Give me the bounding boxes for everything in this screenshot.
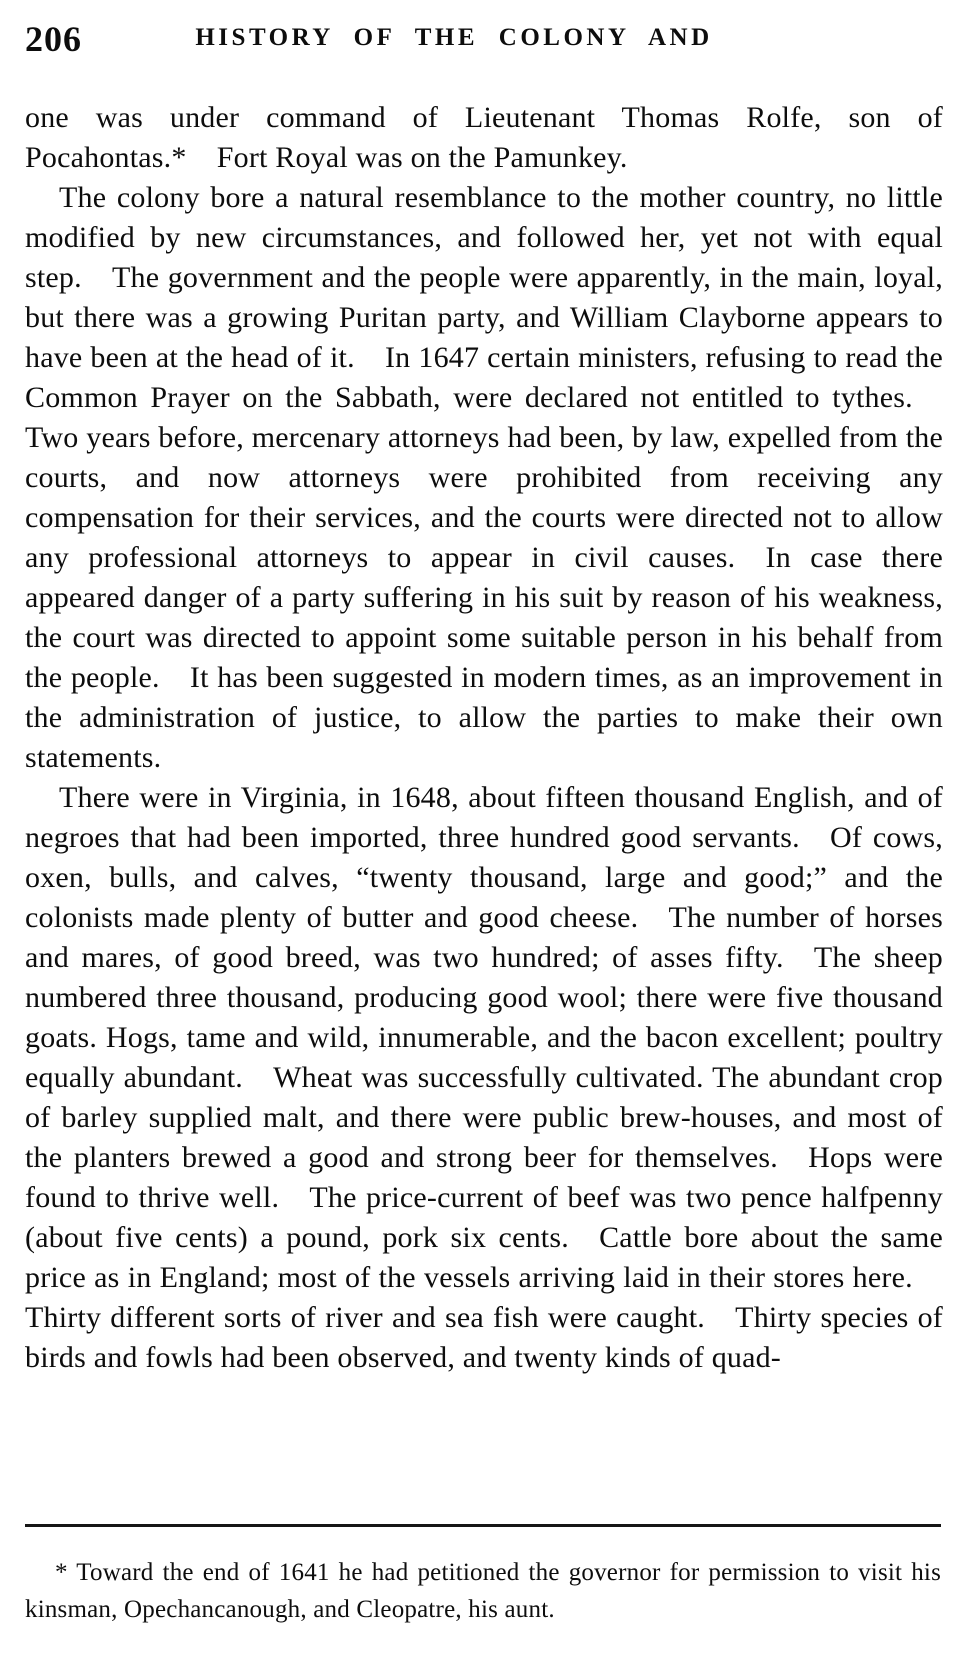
footnote-divider-rule [25,1524,941,1527]
running-head [25,16,943,64]
paragraph-colony-resemblance: The colony bore a natural resemblance to the mother country, no little modified by new circumstances, and followed her, yet not with equal step. The government and the people were apparently, in the main, loyal, but there was a growing Puritan party, and William Clayborne appears to have been at the head of it. In 1647 certain ministers, refusing to read the Common Prayer on the Sabbath, were declared not entitled to tythes. Two years before, mercenary attorneys had been, by law, expelled from the courts, and now attorneys were prohibited from receiving any compensation for their services, and the courts were directed not to allow any professional attorneys to appear in civil causes. In case there appeared danger of a party suffering in his suit by reason of his weakness, the court was directed to appoint some suitable person in his behalf from the people. It has been suggested in modern times, as an improvement in the administration of justice, to allow the parties to make their own statements. [25,181,943,774]
page-number: 206 [25,19,82,59]
body-text [25,98,943,1378]
footnote-area [25,1524,941,1628]
paragraph-continuation: one was under command of Lieutenant Thomas Rolfe, son of Pocahontas.* Fort Royal was on the Pamunkey. [25,101,943,174]
running-header-title: HISTORY OF THE COLONY AND [195,24,713,51]
paragraph-virginia-1648: There were in Virginia, in 1648, about fifteen thousand English, and of negroes that had been imported, three hundred good servants. Of cows, oxen, bulls, and calves, “twenty thousand, large and good;” and the colonists made plenty of butter and good cheese. The number of horses and mares, of good breed, was two hundred; of asses fifty. The sheep numbered three thousand, producing good wool; there were five thousand goats. Hogs, tame and wild, innumerable, and the bacon excellent; poultry equally abundant. Wheat was successfully cultivated. The abundant crop of barley supplied malt, and there were public brew-houses, and most of the planters brewed a good and strong beer for themselves. Hops were found to thrive well. The price-current of beef was two pence halfpenny (about five cents) a pound, pork six cents. Cattle bore about the same price as in England; most of the vessels arriving laid in their stores here. Thirty different sorts of river and sea fish were caught. Thirty species of birds and fowls had been observed, and twenty kinds of quad- [25,781,943,1374]
footnote: * Toward the end of 1641 he had petitioned the governor for permission to visit his kinsman, Opechancanough, and Cleopatre, his aunt. [25,1559,941,1623]
book-page [25,16,943,1658]
